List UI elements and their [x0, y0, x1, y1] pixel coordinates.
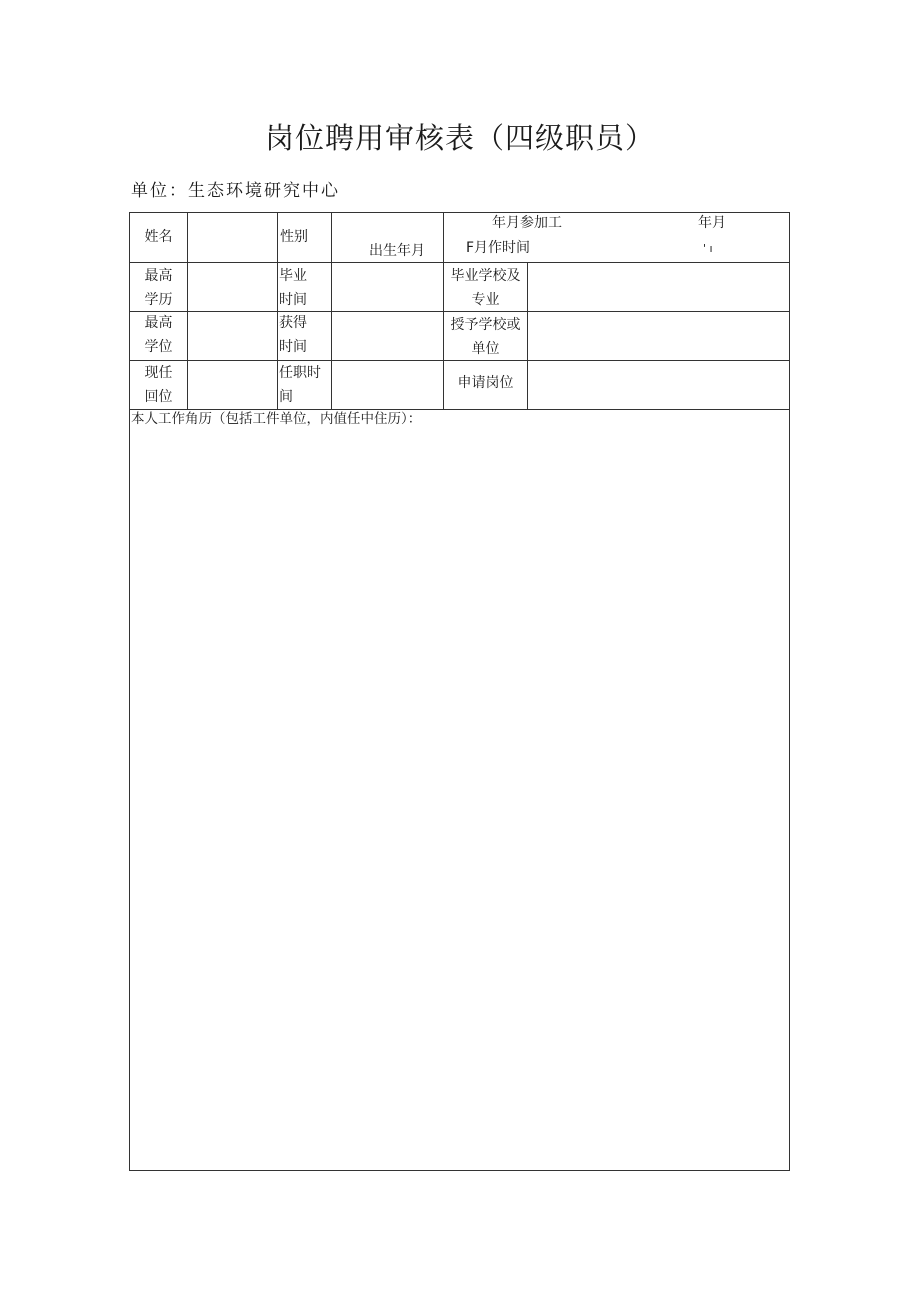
gender-label: 性别 — [280, 229, 308, 245]
tenure-time-line2: 间 — [279, 389, 293, 405]
grant-school-line1: 授予学校或 — [450, 317, 521, 333]
grant-school-label — [444, 313, 527, 361]
work-start-label-top: 年月参加工 — [492, 215, 562, 231]
obtain-time-value-cell[interactable] — [332, 312, 443, 360]
graduation-time-value-cell[interactable] — [332, 263, 443, 311]
apply-post-label: 申请岗位 — [457, 375, 514, 391]
birth-date-label: 出生年月 — [369, 243, 425, 259]
grant-school-value-cell[interactable] — [528, 312, 789, 360]
degree-value-cell[interactable] — [188, 312, 277, 360]
obtain-time-line1: 获得 — [279, 315, 307, 331]
grant-school-line2: 单位 — [471, 341, 500, 357]
graduation-time-label — [279, 264, 307, 312]
graduation-time-line1: 毕业 — [279, 268, 307, 284]
column-divider — [277, 213, 278, 409]
work-start-label-bottom: F月作时间 — [466, 240, 531, 256]
review-form-table — [129, 212, 790, 1171]
name-value-cell[interactable] — [188, 213, 277, 262]
tenure-time-line1: 任职时 — [279, 365, 321, 381]
apply-post-value-cell[interactable] — [528, 361, 789, 409]
highest-education-label — [130, 264, 187, 312]
current-post-line2: 回位 — [144, 389, 173, 405]
current-post-label — [130, 361, 187, 409]
document-title: 岗位聘用审核表（四级职员） — [264, 121, 655, 155]
tenure-time-value-cell[interactable] — [332, 361, 443, 409]
highest-education-line1: 最高 — [144, 268, 173, 284]
year-month-label: 年月 — [698, 215, 726, 231]
current-post-line1: 现任 — [144, 365, 173, 381]
school-major-value-cell[interactable] — [528, 263, 789, 311]
graduation-time-line2: 时间 — [279, 292, 307, 308]
highest-education-line2: 学历 — [144, 292, 173, 308]
unit-line: 单位：生态环境研究中心 — [131, 181, 340, 201]
school-major-label — [444, 264, 527, 312]
name-label: 姓名 — [144, 229, 173, 245]
school-major-line2: 专业 — [471, 292, 500, 308]
highest-degree-line2: 学位 — [144, 339, 173, 355]
current-post-value-cell[interactable] — [188, 361, 277, 409]
work-resume-label: 本人工作角历（包括工件单位，内值任中住历）： — [131, 411, 422, 427]
obtain-time-line2: 时间 — [279, 339, 307, 355]
highest-degree-line1: 最高 — [144, 315, 173, 331]
obtain-time-label — [279, 311, 307, 359]
education-value-cell[interactable] — [188, 263, 277, 311]
tenure-time-label — [279, 361, 321, 409]
work-resume-area[interactable] — [130, 433, 789, 1170]
stray-marks: ' ı — [703, 242, 713, 255]
highest-degree-label — [130, 311, 187, 359]
school-major-line1: 毕业学校及 — [450, 268, 521, 284]
